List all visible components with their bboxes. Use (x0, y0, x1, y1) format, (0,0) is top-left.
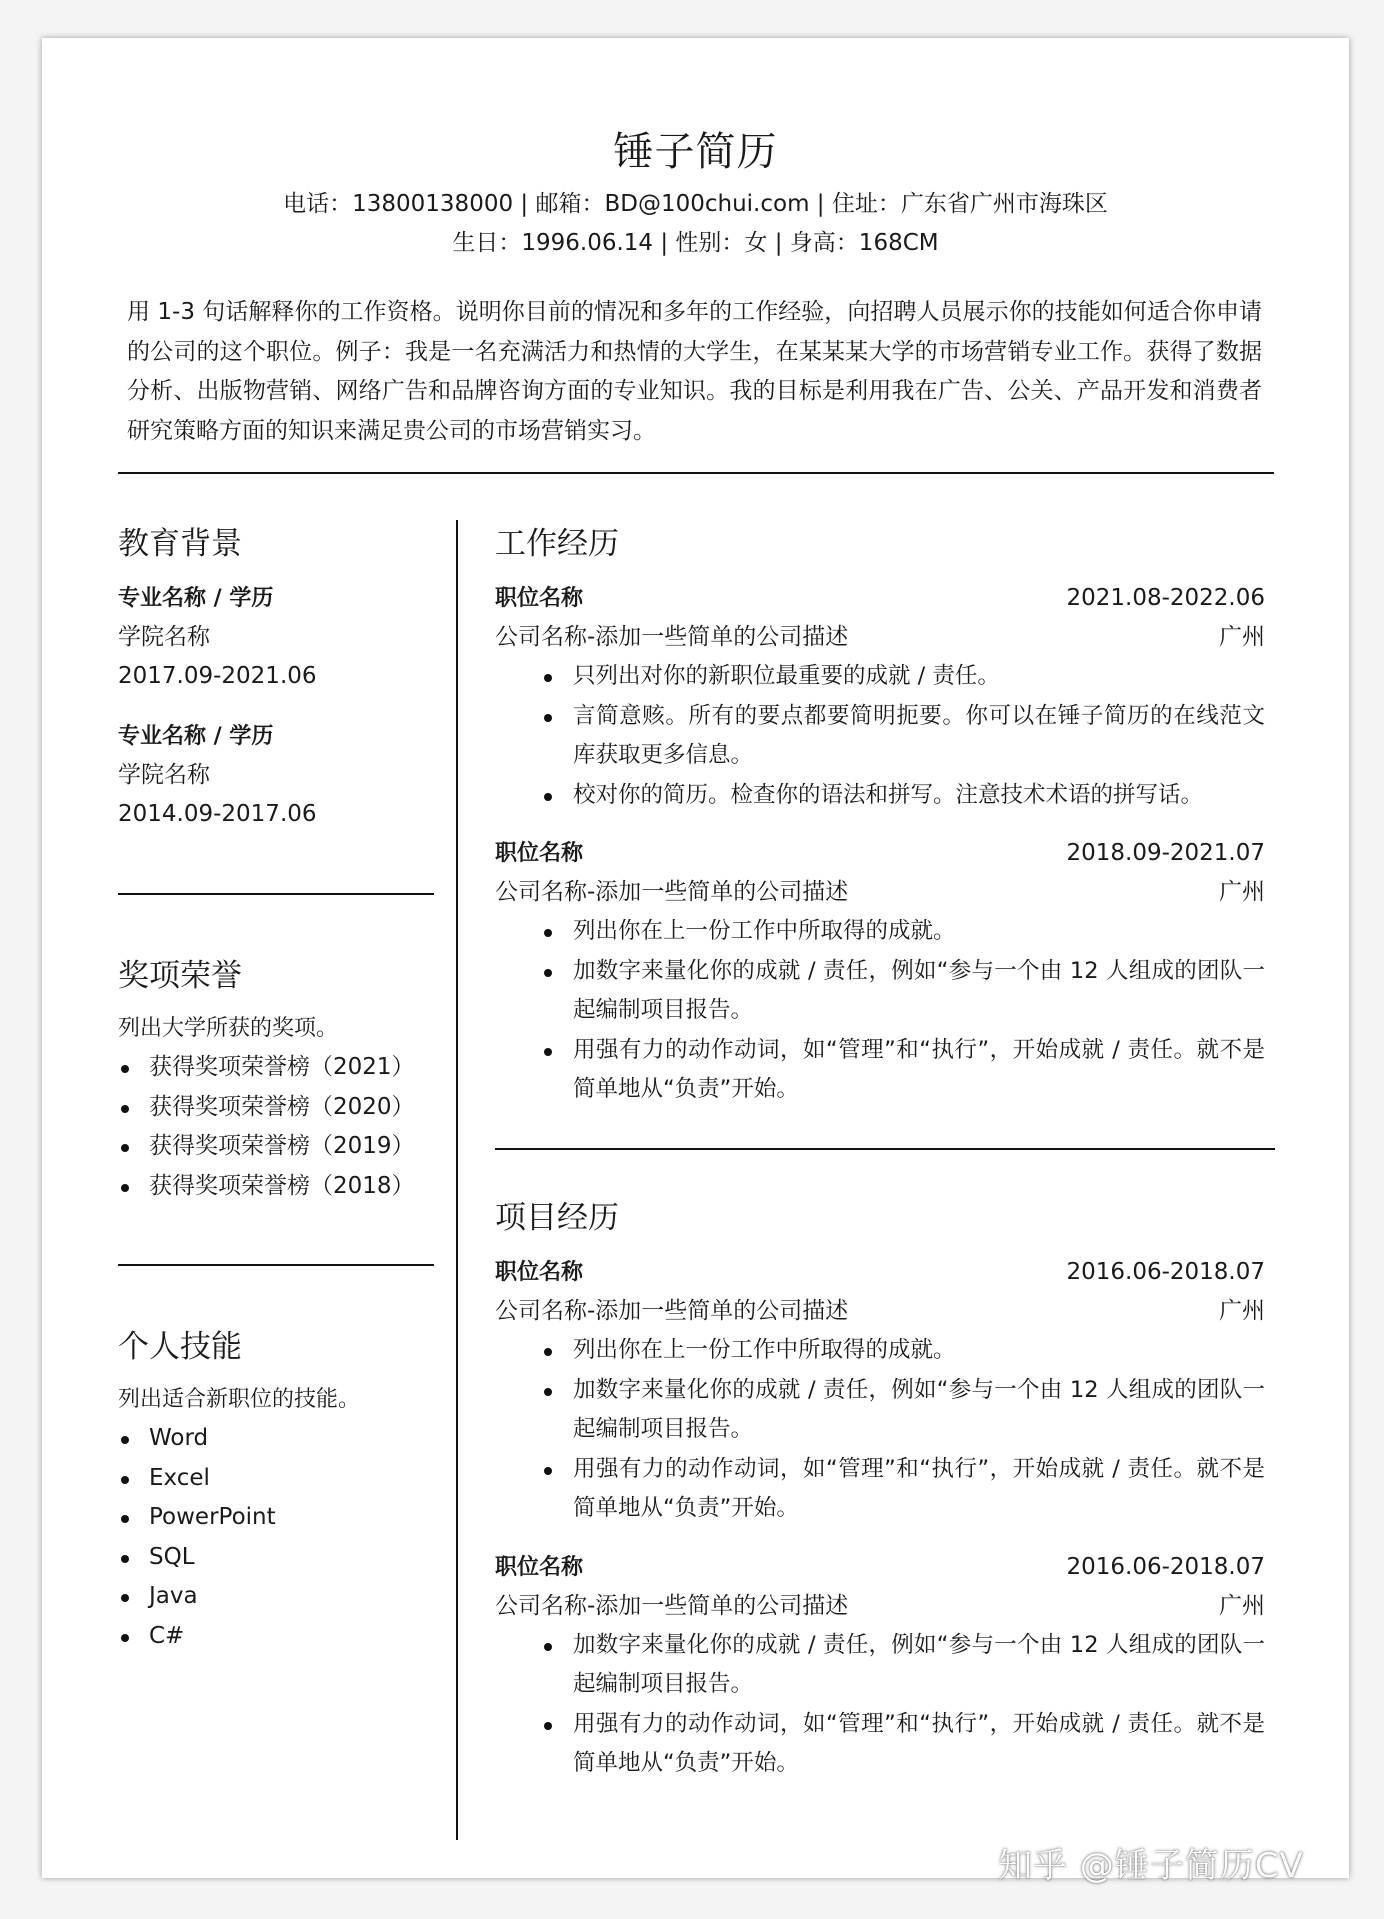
skill-item: Excel (118, 1459, 434, 1499)
education-section (118, 518, 434, 834)
left-divider-1 (118, 893, 434, 895)
projects-section (495, 1192, 1265, 1803)
projects-title: 项目经历 (495, 1200, 619, 1236)
project-date: 2016.06-2018.07 (1066, 1259, 1265, 1285)
achievement-item: 加数字来量化你的成就 / 责任，例如“参与一个由 12 人组成的团队一起编制项目报告。 (573, 952, 1265, 1031)
award-item: 获得奖项荣誉榜（2018） (118, 1167, 434, 1207)
education-period: 2017.09-2021.06 (118, 663, 317, 689)
right-divider (495, 1148, 1275, 1150)
job-city: 广州 (1219, 879, 1265, 905)
achievement-item: 加数字来量化你的成就 / 责任，例如“参与一个由 12 人组成的团队一起编制项目报告。 (573, 1371, 1265, 1450)
awards-list (118, 1048, 434, 1206)
skill-item: C# (118, 1617, 434, 1657)
skill-item: Word (118, 1419, 434, 1459)
summary-paragraph: 用 1-3 句话解释你的工作资格。说明你目前的情况和多年的工作经验，向招聘人员展示你的技能如何适合你申请的公司的这个职位。例子：我是一名充满活力和热情的大学生，在某某某大学的市场营销专业工作。获得了数据分析、出版物营销、网络广告和品牌咨询方面的专业知识。我的目标是利用我在广告、公关、产品开发和消费者研究策略方面的知识来满足贵公司的市场营销实习。 (127, 299, 1262, 444)
achievement-item: 校对你的简历。检查你的语法和拼写。注意技术术语的拼写话。 (573, 776, 1265, 816)
awards-title: 奖项荣誉 (118, 958, 242, 994)
education-item (118, 717, 434, 834)
contact-line-1: 电话：13800138000 | 邮箱：BD@100chui.com | 住址：广东省广州市海珠区 (283, 191, 1108, 217)
award-item: 获得奖项荣誉榜（2019） (118, 1127, 434, 1167)
education-school: 学院名称 (118, 624, 210, 650)
project-position: 职位名称 (495, 1554, 584, 1580)
job-company: 公司名称-添加一些简单的公司描述 (495, 624, 849, 650)
skills-section (118, 1321, 434, 1656)
awards-intro: 列出大学所获的奖项。 (118, 1016, 339, 1041)
skill-item: Java (118, 1577, 434, 1617)
education-item (118, 579, 434, 696)
left-divider-2 (118, 1264, 434, 1266)
project-company: 公司名称-添加一些简单的公司描述 (495, 1298, 849, 1324)
achievement-item: 加数字来量化你的成就 / 责任，例如“参与一个由 12 人组成的团队一起编制项目报告。 (573, 1626, 1265, 1705)
header-divider (118, 472, 1274, 474)
skills-list (118, 1419, 434, 1656)
work-section (495, 518, 1265, 1129)
job-position: 职位名称 (495, 841, 584, 866)
job-date: 2018.09-2021.07 (1066, 840, 1265, 866)
skills-intro: 列出适合新职位的技能。 (118, 1387, 361, 1412)
skills-title: 个人技能 (118, 1329, 242, 1365)
watermark-text: 知乎 @锤子简历CV (998, 1846, 1304, 1886)
project-position: 职位名称 (495, 1260, 584, 1285)
awards-section (118, 950, 434, 1206)
project-entry (495, 1253, 1265, 1529)
skill-item: SQL (118, 1538, 434, 1578)
achievement-item: 用强有力的动作动词，如“管理”和“执行”，开始成就 / 责任。就不是简单地从“负责”开始。 (573, 1450, 1265, 1529)
job-company: 公司名称-添加一些简单的公司描述 (495, 879, 849, 905)
work-entry (495, 579, 1265, 815)
job-date: 2021.08-2022.06 (1066, 585, 1265, 611)
education-period: 2014.09-2017.06 (118, 801, 317, 827)
job-city: 广州 (1219, 624, 1265, 650)
project-entry (495, 1548, 1265, 1784)
job-achievements (495, 912, 1265, 1110)
award-item: 获得奖项荣誉榜（2020） (118, 1088, 434, 1128)
achievement-item: 用强有力的动作动词，如“管理”和“执行”，开始成就 / 责任。就不是简单地从“负责”开始。 (573, 1705, 1265, 1784)
skill-item: PowerPoint (118, 1498, 434, 1538)
achievement-item: 言简意赅。所有的要点都要简明扼要。你可以在锤子简历的在线范文库获取更多信息。 (573, 697, 1265, 776)
education-title: 教育背景 (118, 526, 242, 562)
resume-name: 锤子简历 (613, 129, 778, 175)
education-school: 学院名称 (118, 762, 210, 788)
project-company: 公司名称-添加一些简单的公司描述 (495, 1592, 849, 1619)
achievement-item: 只列出对你的新职位最重要的成就 / 责任。 (573, 657, 1265, 697)
column-divider (456, 520, 458, 1840)
work-entry (495, 834, 1265, 1110)
project-achievements (495, 1331, 1265, 1529)
project-achievements (495, 1626, 1265, 1784)
job-achievements (495, 657, 1265, 815)
project-city: 广州 (1219, 1592, 1265, 1619)
project-date: 2016.06-2018.07 (1066, 1553, 1265, 1580)
achievement-item: 用强有力的动作动词，如“管理”和“执行”，开始成就 / 责任。就不是简单地从“负责”开始。 (573, 1031, 1265, 1110)
award-item: 获得奖项荣誉榜（2021） (118, 1048, 434, 1088)
contact-line-2: 生日：1996.06.14 | 性别：女 | 身高：168CM (452, 230, 939, 256)
project-city: 广州 (1219, 1298, 1265, 1324)
education-major: 专业名称 / 学历 (118, 586, 274, 611)
work-title: 工作经历 (495, 526, 619, 562)
job-position: 职位名称 (495, 586, 584, 611)
resume-page (42, 38, 1349, 1878)
achievement-item: 列出你在上一份工作中所取得的成就。 (573, 1331, 1265, 1371)
achievement-item: 列出你在上一份工作中所取得的成就。 (573, 912, 1265, 952)
education-major: 专业名称 / 学历 (118, 724, 274, 749)
